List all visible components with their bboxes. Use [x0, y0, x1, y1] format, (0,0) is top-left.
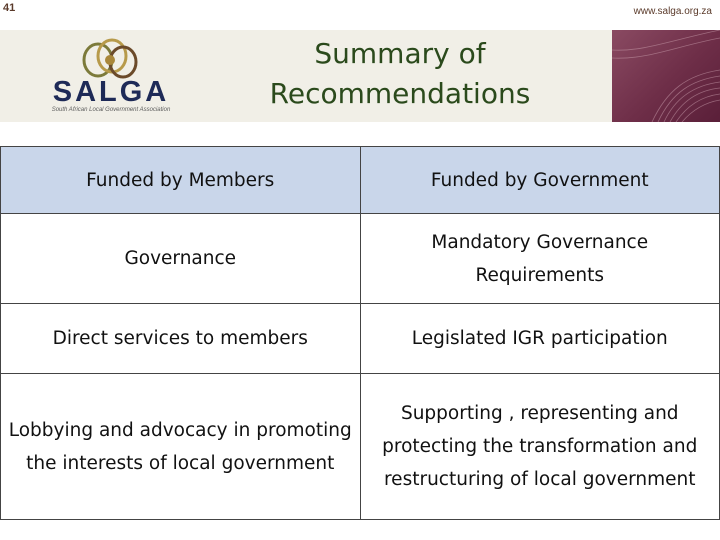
column-header-members: Funded by Members: [1, 147, 361, 214]
table-cell: Lobbying and advocacy in promoting the interests of local government: [1, 374, 361, 520]
table-header-row: [1, 147, 720, 214]
decorative-swirl-graphic: [612, 30, 720, 122]
website-url[interactable]: www.salga.org.za: [633, 6, 712, 17]
table-cell: Governance: [1, 214, 361, 304]
table-cell: Legislated IGR participation: [360, 304, 720, 374]
table-cell: Direct services to members: [1, 304, 361, 374]
table-cell: Supporting , representing and protecting the transformation and restructuring of local government: [360, 374, 720, 520]
table-cell: Mandatory Governance Requirements: [360, 214, 720, 304]
table-row: [1, 304, 720, 374]
table-row: [1, 214, 720, 304]
recommendations-table: [0, 146, 720, 520]
salga-logo: [28, 34, 188, 116]
slide-number: 41: [3, 2, 16, 14]
column-header-government: Funded by Government: [360, 147, 720, 214]
logo-emblem-icon: [28, 34, 188, 80]
logo-wordmark: SALGA: [52, 76, 170, 108]
logo-tagline: South African Local Government Association: [51, 107, 171, 113]
slide-title: Summary of Recommendations: [269, 37, 531, 110]
table-row: [1, 374, 720, 520]
